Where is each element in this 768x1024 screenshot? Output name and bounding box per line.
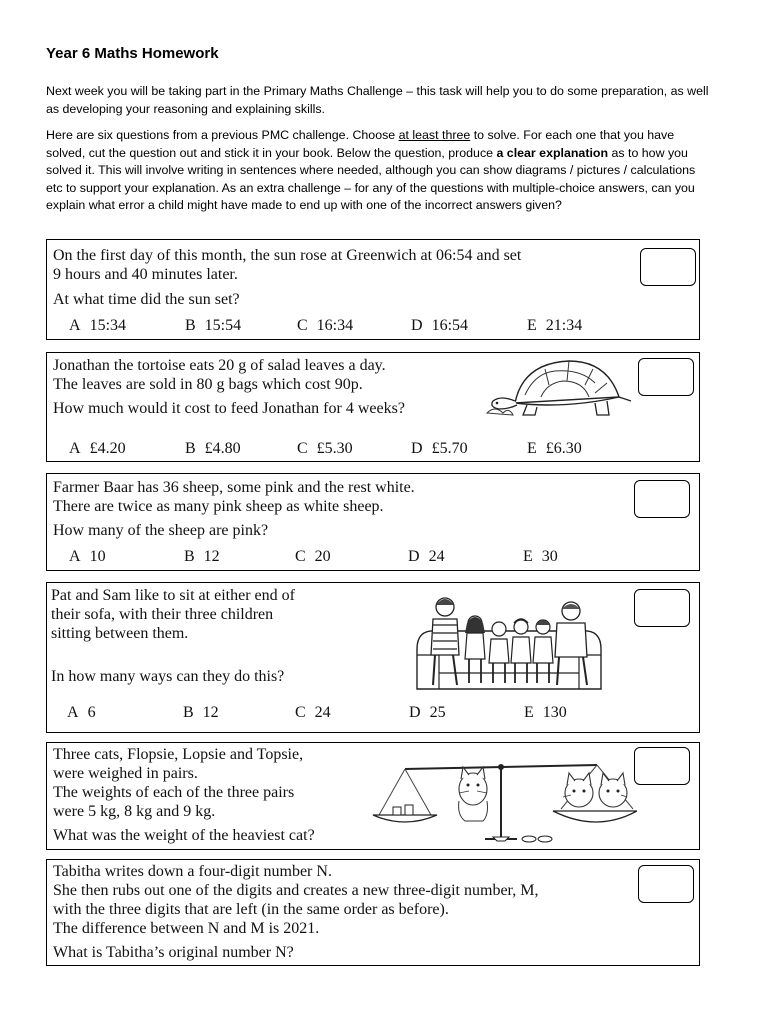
- answer-box[interactable]: [638, 865, 694, 903]
- answer-box[interactable]: [638, 358, 694, 396]
- option-a: A £4.20: [69, 440, 126, 457]
- option-b: B £4.80: [185, 440, 241, 457]
- question-4-box: [46, 582, 700, 733]
- question-4-line-2: their sofa, with their three children: [51, 606, 274, 623]
- question-2-line-1: Jonathan the tortoise eats 20 g of salad leaves a day.: [53, 357, 386, 374]
- question-2-ask: How much would it cost to feed Jonathan for 4 weeks?: [53, 400, 405, 417]
- question-5-line-1: Three cats, Flopsie, Lopsie and Topsie,: [53, 746, 304, 763]
- bold-phrase: a clear explanation: [496, 145, 609, 160]
- question-1-line-1: On the first day of this month, the sun rose at Greenwich at 06:54 and set: [53, 247, 522, 264]
- option-e: E 130: [524, 704, 567, 721]
- question-1-options: [47, 317, 699, 337]
- option-c: C 24: [295, 704, 331, 721]
- option-d: D £5.70: [411, 440, 468, 457]
- answer-box[interactable]: [634, 480, 690, 518]
- question-5-box: [46, 742, 700, 850]
- option-a: A 15:34: [69, 317, 127, 334]
- question-3-options: [47, 548, 699, 568]
- question-4-line-3: sitting between them.: [51, 625, 189, 642]
- intro-paragraph-2: Here are six questions from a previous PMC challenge. Choose at least three to solve. For each one that you have solved, cut the question out and stick it in your book. Below the question, produce a clear explanation as to how you solved it. This will involve writing in sentences where needed, although you can show diagrams / pictures / calculations etc to support your explanation. As an extra challenge – for any of the questions with multiple-choice answers, can you explain what error a child might have made to end up with one of the incorrect answers given?: [46, 128, 696, 212]
- question-6-line-1: Tabitha writes down a four-digit number N.: [53, 863, 332, 880]
- option-c: C £5.30: [297, 440, 353, 457]
- tortoise-illustration: [485, 357, 637, 419]
- cats-on-balance-scale-illustration: [365, 749, 637, 845]
- question-5-ask: What was the weight of the heaviest cat?: [53, 827, 315, 844]
- option-b: B 12: [184, 548, 220, 565]
- option-e: E 30: [523, 548, 558, 565]
- question-4-ask: In how many ways can they do this?: [51, 668, 285, 685]
- question-4-options: [47, 704, 699, 724]
- question-6-ask: What is Tabitha’s original number N?: [53, 944, 294, 961]
- question-5-line-4: were 5 kg, 8 kg and 9 kg.: [53, 803, 216, 820]
- option-e: E 21:34: [527, 317, 583, 334]
- question-2-box: [46, 352, 700, 462]
- question-1-box: [46, 239, 700, 340]
- answer-box[interactable]: [640, 248, 696, 286]
- question-6-box: [46, 859, 700, 966]
- option-b: B 12: [183, 704, 219, 721]
- question-4-line-1: Pat and Sam like to sit at either end of: [51, 587, 295, 604]
- question-6-line-4: The difference between N and M is 2021.: [53, 920, 320, 937]
- question-2-options: [47, 440, 699, 460]
- question-3-ask: How many of the sheep are pink?: [53, 522, 269, 539]
- option-d: D 25: [409, 704, 446, 721]
- answer-box[interactable]: [634, 589, 690, 627]
- family-on-sofa-illustration: [411, 593, 607, 693]
- question-3-line-1: Farmer Baar has 36 sheep, some pink and the rest white.: [53, 479, 415, 496]
- underlined-phrase: at least three: [398, 128, 471, 142]
- question-3-line-2: There are twice as many pink sheep as white sheep.: [53, 498, 384, 515]
- intro-paragraph-1: Next week you will be taking part in the Primary Maths Challenge – this task will help you to do some preparation, as well as developing your reasoning and explaining skills.: [46, 84, 709, 116]
- page-title: Year 6 Maths Homework: [46, 45, 219, 62]
- question-6-line-3: with the three digits that are left (in the same order as before).: [53, 901, 449, 918]
- option-c: C 20: [295, 548, 331, 565]
- question-1-ask: At what time did the sun set?: [53, 291, 240, 308]
- question-6-line-2: She then rubs out one of the digits and creates a new three-digit number, M,: [53, 882, 539, 899]
- option-d: D 16:54: [411, 317, 469, 334]
- option-c: C 16:34: [297, 317, 354, 334]
- question-2-line-2: The leaves are sold in 80 g bags which cost 90p.: [53, 376, 363, 393]
- question-5-line-3: The weights of each of the three pairs: [53, 784, 295, 801]
- question-1-line-2: 9 hours and 40 minutes later.: [53, 266, 238, 283]
- option-e: E £6.30: [527, 440, 582, 457]
- question-5-line-2: were weighed in pairs.: [53, 765, 198, 782]
- question-3-box: [46, 473, 700, 571]
- option-a: A 6: [67, 704, 96, 721]
- option-d: D 24: [408, 548, 445, 565]
- option-a: A 10: [69, 548, 106, 565]
- answer-box[interactable]: [634, 747, 690, 785]
- option-b: B 15:54: [185, 317, 242, 334]
